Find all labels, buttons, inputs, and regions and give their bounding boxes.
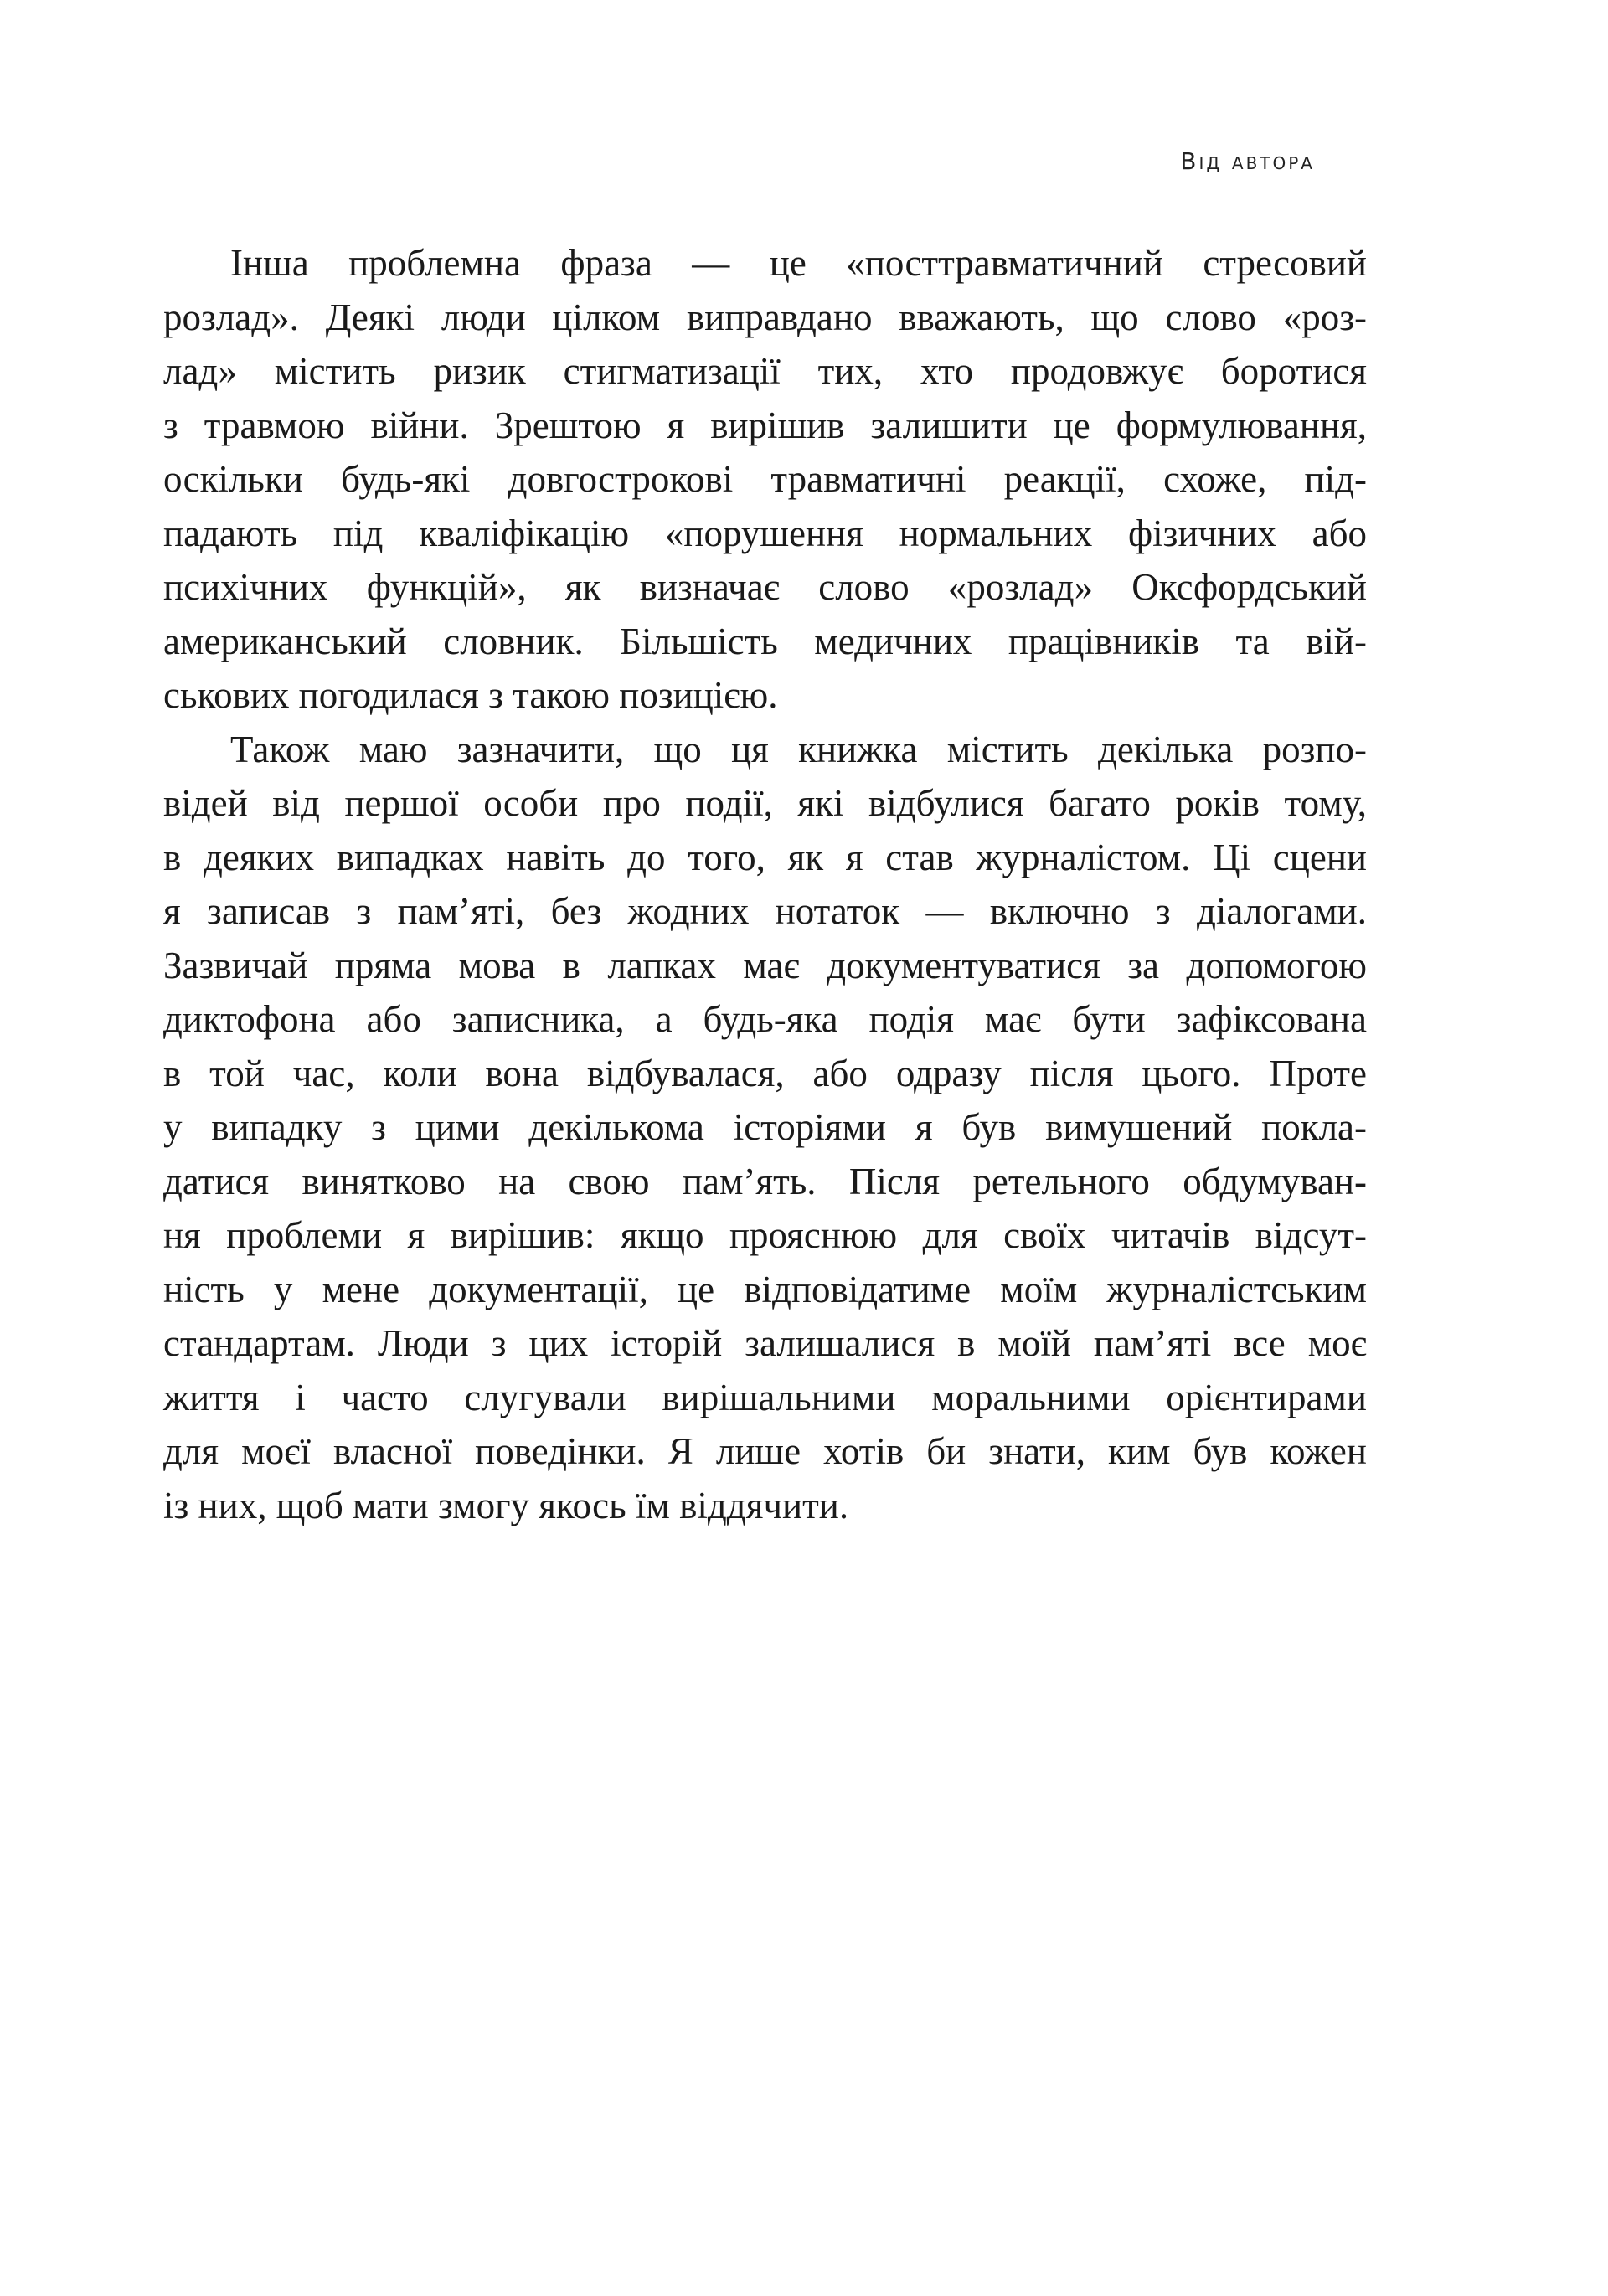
text-line: відей від першої особи про події, які відбулися багато років тому, bbox=[163, 782, 1367, 824]
text-line: я записав з пам’яті, без жодних нотаток — включно з діалогами. bbox=[163, 890, 1367, 932]
text-line: диктофона або записника, а будь-яка подія має бути зафіксована bbox=[163, 998, 1367, 1040]
text-line: стандартам. Люди з цих історій залишалися в моїй пам’яті все моє bbox=[163, 1322, 1367, 1364]
text-line: американський словник. Більшість медичних працівників та вій- bbox=[163, 620, 1367, 662]
text-line: з травмою війни. Зрештою я вирішив залишити це формулювання, bbox=[163, 404, 1367, 446]
text-line: Також маю зазначити, що ця книжка містить декілька розпо- bbox=[230, 728, 1367, 770]
text-line: падають під кваліфікацію «порушення нормальних фізичних або bbox=[163, 512, 1367, 554]
text-line: лад» містить ризик стигматизації тих, хто продовжує боротися bbox=[163, 350, 1367, 392]
body-text bbox=[163, 236, 1367, 1532]
running-head-text: Від автора bbox=[1180, 147, 1315, 175]
text-line: в деяких випадках навіть до того, як я став журналістом. Ці сцени bbox=[163, 836, 1367, 878]
text-line: Зазвичай пряма мова в лапках має документуватися за допомогою bbox=[163, 944, 1367, 986]
text-line: у випадку з цими декількома історіями я був вимушений покла- bbox=[163, 1106, 1367, 1148]
text-line: психічних функцій», як визначає слово «розлад» Оксфордський bbox=[163, 566, 1367, 608]
running-head bbox=[1180, 147, 1315, 175]
text-line: Інша проблемна фраза — це «посттравматичний стресовий bbox=[230, 242, 1367, 284]
text-line: ність у мене документації, це відповідатиме моїм журналістським bbox=[163, 1268, 1367, 1310]
paragraph-1 bbox=[163, 236, 1367, 723]
text-line: оскільки будь-які довгострокові травматичні реакції, схоже, під- bbox=[163, 458, 1367, 500]
text-line: для моєї власної поведінки. Я лише хотів би знати, ким був кожен bbox=[163, 1430, 1367, 1472]
text-line: ськових погодилася з такою позицією. bbox=[163, 674, 778, 716]
paragraph-2 bbox=[163, 723, 1367, 1533]
text-line: із них, щоб мати змогу якось їм віддячити. bbox=[163, 1484, 849, 1526]
text-line: в той час, коли вона відбувалася, або одразу після цього. Проте bbox=[163, 1052, 1367, 1094]
text-line: ня проблеми я вирішив: якщо прояснюю для своїх читачів відсут- bbox=[163, 1214, 1367, 1256]
text-line: життя і часто слугували вирішальними моральними орієнтирами bbox=[163, 1376, 1367, 1418]
text-line: розлад». Деякі люди цілком виправдано вважають, що слово «роз- bbox=[163, 296, 1367, 338]
text-line: датися винятково на свою пам’ять. Після ретельного обдумуван- bbox=[163, 1160, 1367, 1202]
